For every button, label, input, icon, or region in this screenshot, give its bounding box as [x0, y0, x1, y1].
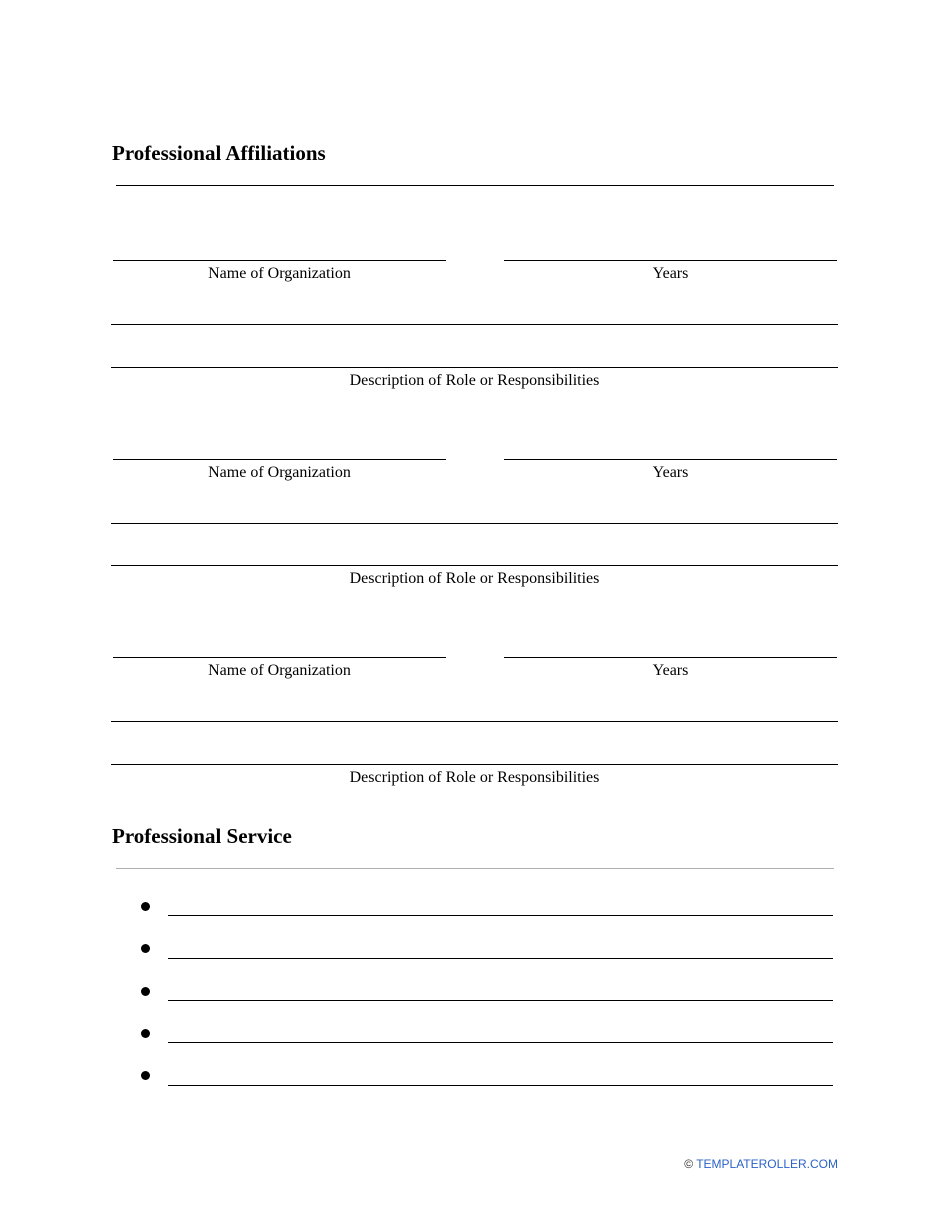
organization-line[interactable] [113, 459, 446, 460]
description-line[interactable] [111, 367, 838, 368]
organization-line[interactable] [113, 260, 446, 261]
service-line[interactable] [168, 1085, 833, 1086]
description-label: Description of Role or Responsibilities [349, 372, 600, 389]
organization-label: Name of Organization [208, 265, 351, 282]
affiliations-heading: Professional Affiliations [112, 141, 326, 165]
organization-label: Name of Organization [208, 464, 351, 481]
service-line[interactable] [168, 915, 833, 916]
years-line[interactable] [504, 657, 837, 658]
affiliations-heading-rule [116, 185, 834, 186]
templateroller-link[interactable]: TEMPLATEROLLER.COM [696, 1157, 838, 1171]
description-line[interactable] [111, 764, 838, 765]
bullet-icon [141, 987, 150, 996]
service-heading: Professional Service [112, 824, 292, 848]
bullet-icon [141, 944, 150, 953]
organization-label: Name of Organization [208, 662, 351, 679]
bullet-icon [141, 1029, 150, 1038]
description-line[interactable] [111, 721, 838, 722]
bullet-icon [141, 902, 150, 911]
organization-line[interactable] [113, 657, 446, 658]
bullet-icon [141, 1071, 150, 1080]
years-label: Years [652, 662, 689, 679]
years-label: Years [652, 265, 689, 282]
description-line[interactable] [111, 324, 838, 325]
service-line[interactable] [168, 1042, 833, 1043]
description-label: Description of Role or Responsibilities [349, 570, 600, 587]
description-line[interactable] [111, 565, 838, 566]
description-line[interactable] [111, 523, 838, 524]
service-heading-rule [116, 868, 834, 869]
description-label: Description of Role or Responsibilities [349, 769, 600, 786]
copyright-symbol: © [684, 1157, 694, 1171]
footer [684, 1157, 838, 1171]
years-line[interactable] [504, 459, 837, 460]
years-label: Years [652, 464, 689, 481]
service-line[interactable] [168, 958, 833, 959]
years-line[interactable] [504, 260, 837, 261]
service-line[interactable] [168, 1000, 833, 1001]
